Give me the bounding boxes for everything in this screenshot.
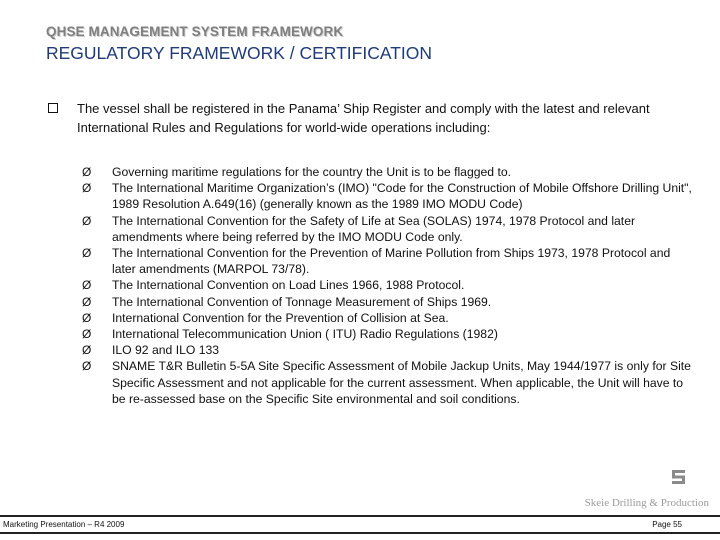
list-item-text: International Convention for the Prevention of Collision at Sea. (112, 310, 449, 325)
arrow-bullet-icon: Ø (82, 181, 92, 196)
arrow-bullet-icon: Ø (82, 165, 92, 179)
list-item (82, 342, 692, 358)
page-title: REGULATORY FRAMEWORK / CERTIFICATION (46, 43, 433, 63)
list-item-text: International Telecommunication Union ( ITU) Radio Regulations (1982) (112, 327, 498, 342)
square-bullet-icon (48, 103, 58, 113)
arrow-bullet-icon: Ø (82, 359, 92, 374)
intro-text: The vessel shall be registered in the Panama’ Ship Register and comply with the latest and relevant International Rules and Regulations for world-wide operations including: (77, 101, 650, 135)
arrow-bullet-icon: Ø (82, 343, 92, 358)
regulation-list (82, 164, 692, 407)
super-title: QHSE MANAGEMENT SYSTEM FRAMEWORK (46, 24, 344, 39)
list-item-text: ILO 92 and ILO 133 (112, 343, 220, 358)
list-item-text: The International Maritime Organization’s (IMO) "Code for the Construction of Mobile Offshore Drilling Unit", 1989 Resolution A.649(16) (generally known as the 1989 IMO MODU Code) (112, 181, 692, 212)
list-item-text: SNAME T&R Bulletin 5-5A Site Specific Assessment of Mobile Jackup Units, May 1944/1977 is only for Site Specific Assessment and not applicable for the current assessment. When applicable, the Unit will have to be re-assessed base on the Specific Site environmental and soil conditions. (112, 359, 691, 406)
arrow-bullet-icon: Ø (82, 246, 92, 261)
intro-paragraph (48, 99, 688, 137)
list-item-text: The International Convention of Tonnage Measurement of Ships 1969. (112, 294, 492, 309)
list-item-text: The International Convention for the Prevention of Marine Pollution from Ships 1973, 1978 Protocol and later amendments (MARPOL 73/78). (112, 246, 671, 277)
list-item-text: Governing maritime regulations for the country the Unit is to be flagged to. (112, 165, 512, 179)
company-logo (555, 470, 715, 509)
logo-mark-icon (672, 470, 690, 484)
list-item (82, 245, 692, 277)
arrow-bullet-icon: Ø (82, 278, 92, 293)
list-item (82, 180, 692, 212)
page-number: Page 55 (652, 520, 682, 529)
list-item (82, 294, 692, 310)
footer-presentation-label: Marketing Presentation – R4 2009 (3, 520, 125, 529)
list-item (82, 164, 692, 180)
list-item (82, 310, 692, 326)
arrow-bullet-icon: Ø (82, 310, 92, 325)
footer-bar (0, 515, 720, 534)
slide-header (46, 24, 706, 64)
list-item (82, 277, 692, 293)
list-item (82, 213, 692, 245)
logo-text: Skeie Drilling & Production (584, 497, 709, 509)
arrow-bullet-icon: Ø (82, 213, 92, 228)
list-item-text: The International Convention on Load Lines 1966, 1988 Protocol. (112, 278, 465, 293)
arrow-bullet-icon: Ø (82, 294, 92, 309)
list-item (82, 326, 692, 342)
arrow-bullet-icon: Ø (82, 327, 92, 342)
list-item (82, 358, 692, 407)
list-item-text: The International Convention for the Safety of Life at Sea (SOLAS) 1974, 1978 Protocol and later amendments where being referred by the IMO MODU Code only. (112, 213, 636, 244)
